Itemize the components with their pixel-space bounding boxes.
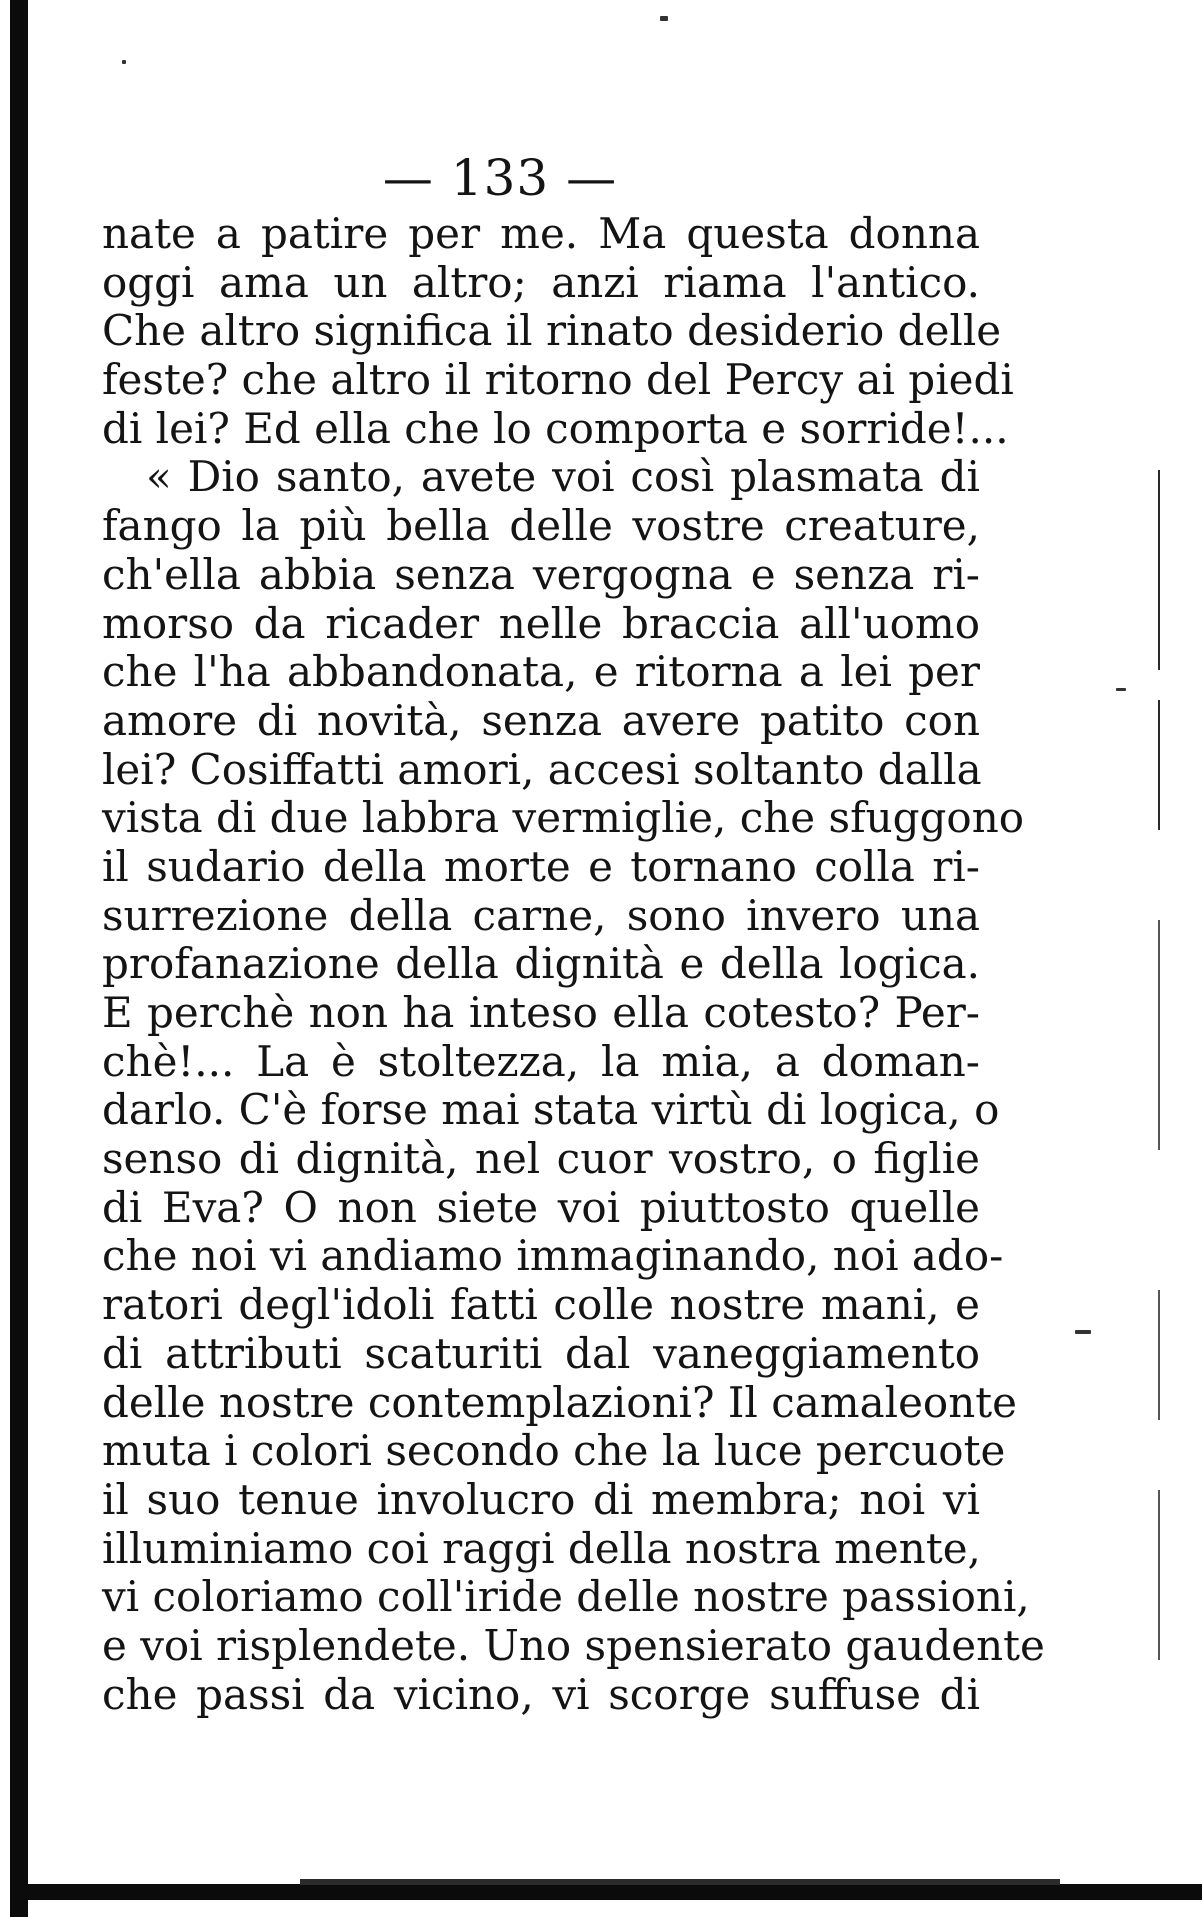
text-line: di Eva? O non siete voi piuttosto quelle	[102, 1182, 980, 1232]
text-line: fango la più bella delle vostre creature,	[102, 501, 980, 551]
body-text	[102, 209, 1045, 1719]
text-line: delle nostre contemplazioni? Il camaleonte	[102, 1377, 1017, 1427]
text-line: chè!... La è stoltezza, la mia, a doman-	[102, 1036, 980, 1086]
binding-edge-shadow	[10, 0, 28, 1917]
bottom-edge-shadow	[10, 1884, 1202, 1900]
ink-speck	[1116, 688, 1126, 691]
text-line: illuminiamo coi raggi della nostra mente,	[102, 1523, 981, 1573]
bottom-edge-shadow-tail	[300, 1879, 1060, 1885]
text-line: amore di novità, senza avere patito con	[102, 695, 980, 745]
text-line: ch'ella abbia senza vergogna e senza ri-	[102, 549, 980, 599]
text-line: vista di due labbra vermiglie, che sfuggono	[102, 793, 1025, 843]
text-line: darlo. C'è forse mai stata virtù di logica, o	[102, 1085, 1000, 1135]
ink-speck	[1075, 1330, 1091, 1334]
text-line: ratori degl'idoli fatti colle nostre mani, e	[102, 1280, 980, 1330]
text-line: che noi vi andiamo immaginando, noi ado-	[102, 1231, 1004, 1281]
text-line: vi coloriamo coll'iride delle nostre passioni,	[102, 1572, 1030, 1622]
page-number: — 133 —	[382, 149, 618, 207]
text-line: E perchè non ha inteso ella cotesto? Per-	[102, 988, 980, 1037]
text-line: di attributi scaturiti dal vaneggiamento	[102, 1328, 980, 1378]
text-line: feste? che altro il ritorno del Percy ai piedi	[102, 355, 1014, 405]
text-line: e voi risplendete. Uno spensierato gaudente	[102, 1620, 1045, 1670]
text-line: che passi da vicino, vi scorge suffuse di	[102, 1669, 980, 1719]
margin-artifact-line	[1158, 1290, 1160, 1420]
text-line: Che altro significa il rinato desiderio delle	[102, 306, 1002, 356]
margin-artifact-line	[1158, 470, 1160, 670]
text-line: oggi ama un altro; anzi riama l'antico.	[102, 257, 980, 307]
text-line: morso da ricader nelle braccia all'uomo	[102, 598, 980, 648]
margin-artifact-line	[1158, 700, 1160, 830]
text-line: profanazione della dignità e della logica.	[102, 939, 980, 989]
text-line: muta i colori secondo che la luce percuote	[102, 1426, 1006, 1476]
margin-artifact-line	[1158, 1490, 1160, 1660]
text-line: nate a patire per me. Ma questa donna	[102, 209, 980, 258]
margin-artifact-line	[1158, 920, 1160, 1150]
text-line: surrezione della carne, sono invero una	[102, 890, 980, 940]
text-line: lei? Cosiffatti amori, accesi soltanto dalla	[102, 744, 982, 794]
text-line: di lei? Ed ella che lo comporta e sorride!...	[102, 403, 1009, 453]
ink-speck	[122, 60, 126, 64]
text-line: « Dio santo, avete voi così plasmata di	[146, 452, 980, 502]
text-line: che l'ha abbandonata, e ritorna a lei per	[102, 647, 980, 697]
ink-speck	[660, 16, 668, 21]
text-line: il sudario della morte e tornano colla ri-	[102, 841, 980, 891]
text-line: senso di dignità, nel cuor vostro, o figlie	[102, 1134, 980, 1184]
text-line: il suo tenue involucro di membra; noi vi	[102, 1474, 980, 1524]
